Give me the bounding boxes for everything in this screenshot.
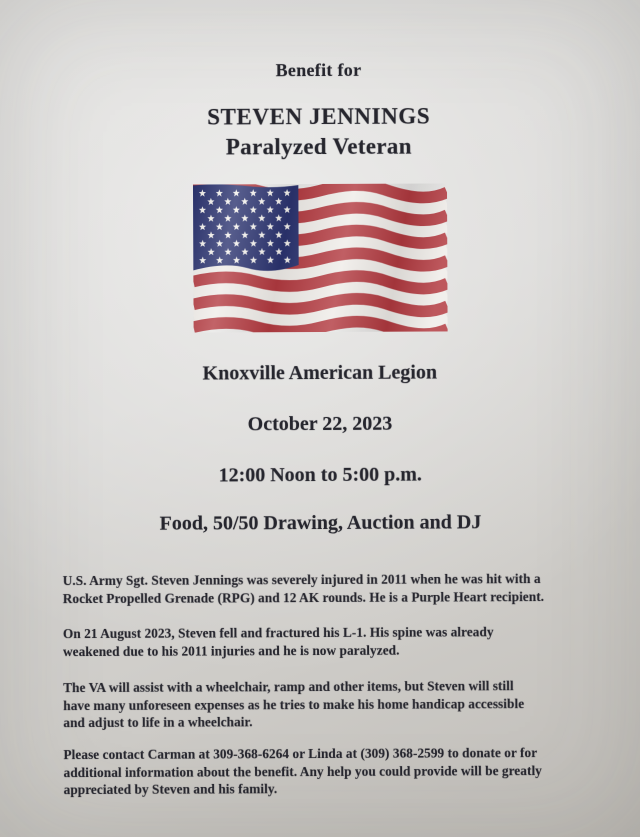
time-line: 12:00 Noon to 5:00 p.m. xyxy=(218,463,422,487)
us-flag-icon xyxy=(193,183,448,332)
flyer-paragraph-contact xyxy=(63,744,585,799)
paragraph-line: U.S. Army Sgt. Steven Jennings was severely injured in 2011 when he was hit with a xyxy=(62,571,541,589)
paragraph-line: The VA will assist with a wheelchair, ramp and other items, but Steven will still xyxy=(63,678,514,696)
honoree-subtitle: Paralyzed Veteran xyxy=(225,133,412,160)
activities-line: Food, 50/50 Drawing, Auction and DJ xyxy=(159,511,482,535)
paragraph-line: weakened due to his 2011 injuries and he is now paralyzed. xyxy=(62,642,400,659)
venue-line: Knoxville American Legion xyxy=(202,361,438,385)
flyer-paragraph-va xyxy=(63,677,585,732)
flyer-paragraph-injury xyxy=(63,570,585,607)
paragraph-line: additional information about the benefit. Any help you could provide will be greatly xyxy=(63,762,542,780)
paragraph-line: and adjust to life in a wheelchair. xyxy=(63,714,253,731)
paragraph-line: Rocket Propelled Grenade (RPG) and 12 AK rounds. He is a Purple Heart recipient. xyxy=(62,588,545,606)
paragraph-line: have many unforeseen expenses as he tries to make his home handicap accessible xyxy=(63,695,525,713)
flyer-paragraph-fall xyxy=(63,623,585,660)
honoree-name: STEVEN JENNINGS xyxy=(207,103,431,130)
paragraph-line: Please contact Carman at 309-368-6264 or Linda at (309) 368-2599 to donate or for xyxy=(63,745,538,763)
benefit-pretitle: Benefit for xyxy=(275,59,362,81)
date-line: October 22, 2023 xyxy=(247,412,393,436)
paragraph-line: appreciated by Steven and his family. xyxy=(63,781,278,798)
paragraph-line: On 21 August 2023, Steven fell and fractured his L-1. His spine was already xyxy=(62,624,494,642)
us-flag-image xyxy=(193,183,448,332)
